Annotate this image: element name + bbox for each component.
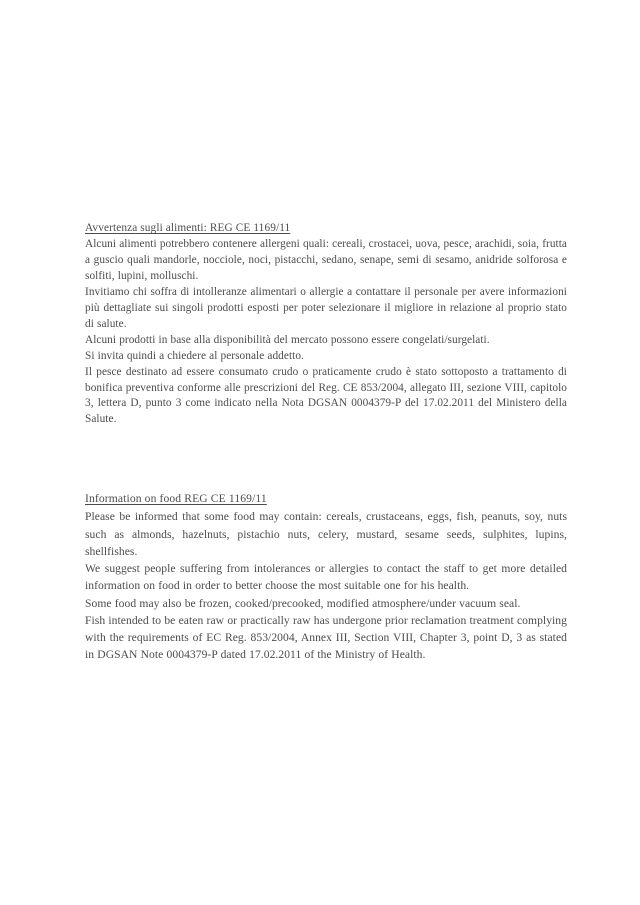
english-paragraph-frozen-products: Some food may also be frozen, cooked/precooked, modified atmosphere/under vacuum seal.: [85, 596, 521, 610]
italian-paragraph-allergens: Alcuni alimenti potrebbero contenere allergeni quali: cereali, crostacei, uova, pesce, arachidi, soia, frutta a guscio quali mandorle, nocciole, noci, pistacchi, sedano, senape, semi di sesamo, anidride solforosa e solfiti, lupini, molluschi.: [85, 238, 567, 283]
italian-paragraph-frozen-products: Alcuni prodotti in base alla disponibilità del mercato possono essere congelati/surgelati.: [85, 333, 490, 346]
italian-paragraph-ask-staff: Si invita quindi a chiedere al personale addetto.: [85, 349, 304, 362]
italian-paragraph-raw-fish: Il pesce destinato ad essere consumato crudo o praticamente crudo è stato sottoposto a trattamento di bonifica preventiva conforme alle prescrizioni del Reg. CE 853/2004, allegato III, sezione VIII, capitolo 3, lettera D, punto 3 come indicato nella Nota DGSAN 0004379-P del 17.02.2011 del Ministero della Salute.: [85, 365, 567, 426]
italian-section-heading: Avvertenza sugli alimenti: REG CE 1169/11: [85, 222, 291, 234]
english-paragraph-allergens: Please be informed that some food may contain: cereals, crustaceans, eggs, fish, peanuts, soy, nuts such as almonds, hazelnuts, pistachio nuts, celery, mustard, sesame seeds, sulphites, lupins, shellfishes.: [85, 510, 567, 558]
english-paragraph-intolerances: We suggest people suffering from intolerances or allergies to contact the staff to get more detailed information on food in order to better choose the most suitable one for his health.: [85, 562, 567, 593]
english-paragraph-raw-fish: Fish intended to be eaten raw or practically raw has undergone prior reclamation treatment complying with the requirements of EC Reg. 853/2004, Annex III, Section VIII, Chapter 3, point D, 3 as stated in DGSAN Note 0004379-P dated 17.02.2011 of the Ministry of Health.: [85, 613, 567, 662]
italian-paragraph-intolerances: Invitiamo chi soffra di intolleranze alimentari o allergie a contattare il personale per avere informazioni più dettagliate sui singoli prodotti esposti per poter selezionare il migliore in relazione al proprio stato di salute.: [85, 286, 567, 330]
document-content: [85, 221, 567, 663]
section-english-allergen-notice: [85, 490, 567, 663]
english-section-heading: Information on food REG CE 1169/11: [85, 492, 267, 506]
section-italian-allergen-notice: [85, 221, 567, 428]
